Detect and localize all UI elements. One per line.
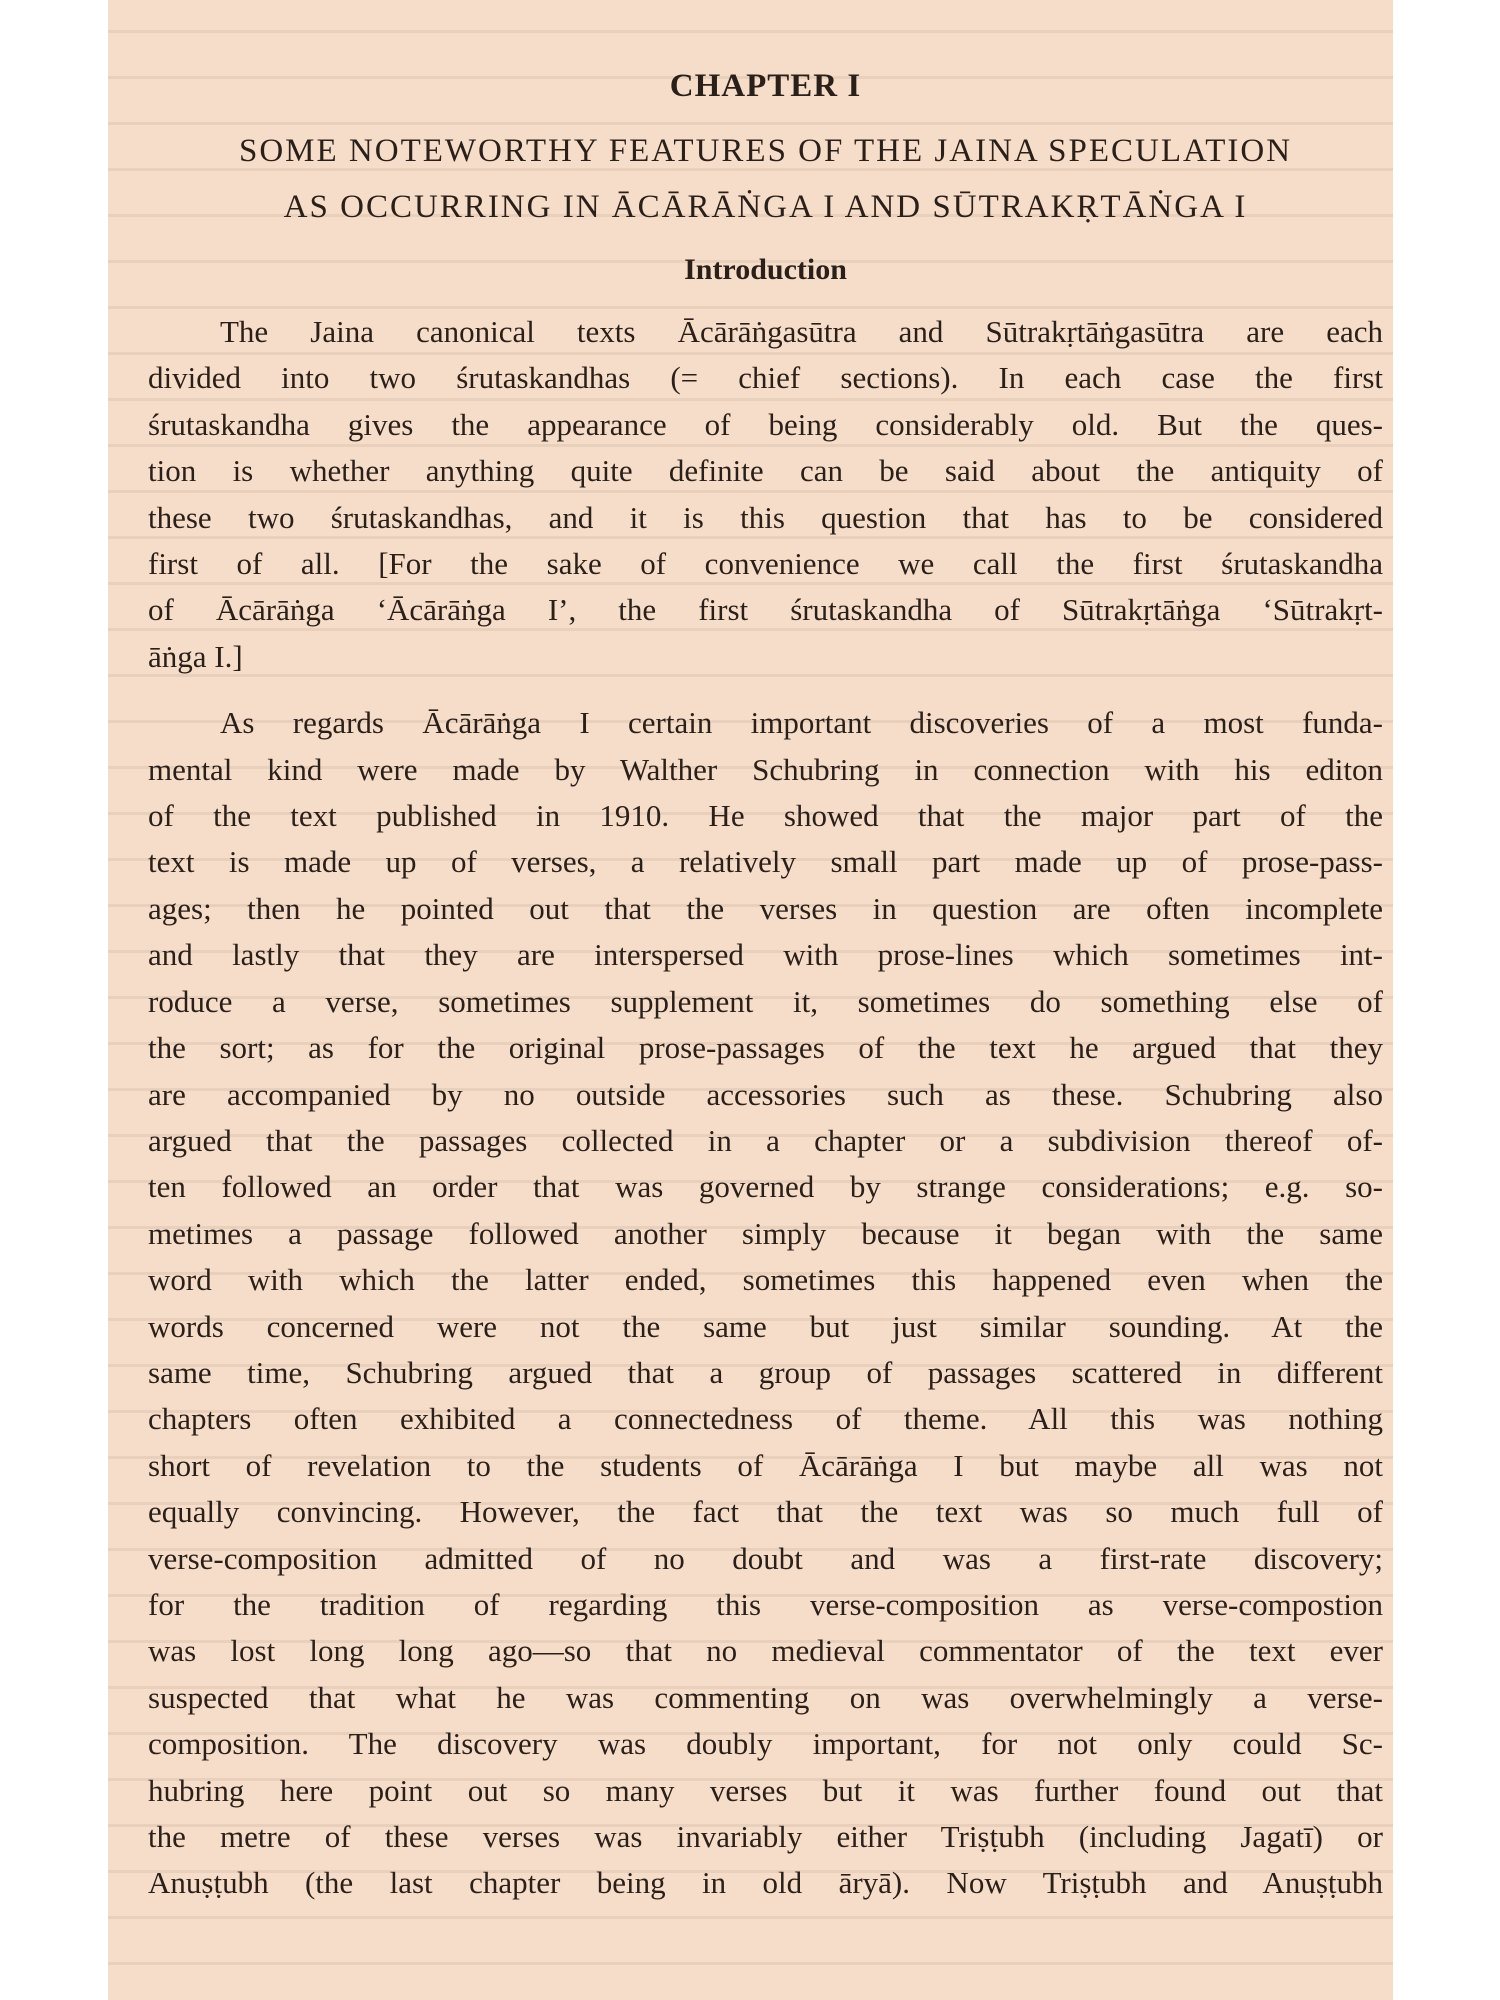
text-line: short of revelation to the students of Ācārāṅga I but maybe all was not — [148, 1447, 1383, 1483]
text-line: are accompanied by no outside accessories such as these. Schubring also — [148, 1076, 1383, 1112]
text-line: The Jaina canonical texts Ācārāṅgasūtra and Sūtrakṛtāṅgasūtra are each — [220, 314, 1383, 349]
text-line: for the tradition of regarding this verse-composition as verse-compostion — [148, 1586, 1383, 1622]
text-line: of Ācārāṅga ‘Ācārāṅga I’, the first śrutaskandha of Sūtrakṛtāṅga ‘Sūtrakṛt- — [148, 592, 1383, 628]
text-line: suspected that what he was commenting on was overwhelmingly a verse- — [148, 1679, 1383, 1715]
page-content — [148, 68, 1383, 1907]
text-line: words concerned were not the same but just similar sounding. At the — [148, 1308, 1383, 1344]
text-line: āṅga I.] — [148, 638, 243, 674]
paragraph-gap — [148, 680, 1383, 700]
text-line: tion is whether anything quite definite can be said about the antiquity of — [148, 453, 1383, 489]
text-line: same time, Schubring argued that a group of passages scattered in different — [148, 1354, 1383, 1390]
book-page — [108, 0, 1393, 2000]
text-line: divided into two śrutaskandhas (= chief sections). In each case the first — [148, 360, 1383, 396]
title-line-1: SOME NOTEWORTHY FEATURES OF THE JAINA SPECULATION — [238, 133, 1293, 169]
text-line: mental kind were made by Walther Schubring in connection with his editon — [148, 751, 1383, 787]
text-line: these two śrutaskandhas, and it is this question that has to be considered — [148, 499, 1383, 535]
text-line: was lost long long ago—so that no medieval commentator of the text ever — [148, 1633, 1383, 1669]
text-line: of the text published in 1910. He showed that the major part of the — [148, 798, 1383, 834]
text-line: roduce a verse, sometimes supplement it, sometimes do something else of — [148, 983, 1383, 1019]
text-line: word with which the latter ended, sometimes this happened even when the — [148, 1262, 1383, 1298]
text-line: metimes a passage followed another simply because it began with the same — [148, 1215, 1383, 1251]
text-line: composition. The discovery was doubly important, for not only could Sc- — [148, 1726, 1383, 1762]
text-line: equally convincing. However, the fact that the text was so much full of — [148, 1494, 1383, 1530]
text-line: As regards Ācārāṅga I certain important discoveries of a most funda- — [220, 705, 1383, 741]
text-line: the metre of these verses was invariably either Triṣṭubh (including Jagatī) or — [148, 1819, 1383, 1854]
text-line: Anuṣṭubh (the last chapter being in old āryā). Now Triṣṭubh and Anuṣṭubh — [148, 1865, 1383, 1901]
text-line: verse-composition admitted of no doubt and was a first-rate discovery; — [148, 1540, 1383, 1576]
text-line: ages; then he pointed out that the verses in question are often incomplete — [148, 890, 1383, 926]
chapter-heading: CHAPTER I — [669, 68, 862, 104]
text-line: the sort; as for the original prose-passages of the text he argued that they — [148, 1030, 1383, 1066]
section-heading: Introduction — [684, 253, 847, 286]
text-line: chapters often exhibited a connectedness of theme. All this was nothing — [148, 1401, 1383, 1437]
text-line: hubring here point out so many verses but it was further found out that — [148, 1772, 1383, 1808]
title-line-2: AS OCCURRING IN ĀCĀRĀṄGA I AND SŪTRAKṚTĀṄGA I — [283, 189, 1248, 225]
text-line: first of all. [For the sake of convenience we call the first śrutaskandha — [148, 546, 1383, 582]
text-line: and lastly that they are interspersed with prose-lines which sometimes int- — [148, 937, 1383, 973]
text-line: text is made up of verses, a relatively small part made up of prose-pass- — [148, 844, 1383, 880]
text-line: ten followed an order that was governed by strange considerations; e.g. so- — [148, 1169, 1383, 1205]
text-line: śrutaskandha gives the appearance of being considerably old. But the ques- — [148, 406, 1383, 442]
paragraph-1 — [148, 309, 1383, 680]
text-line: argued that the passages collected in a chapter or a subdivision thereof of- — [148, 1122, 1383, 1158]
paragraph-2 — [148, 700, 1383, 1907]
